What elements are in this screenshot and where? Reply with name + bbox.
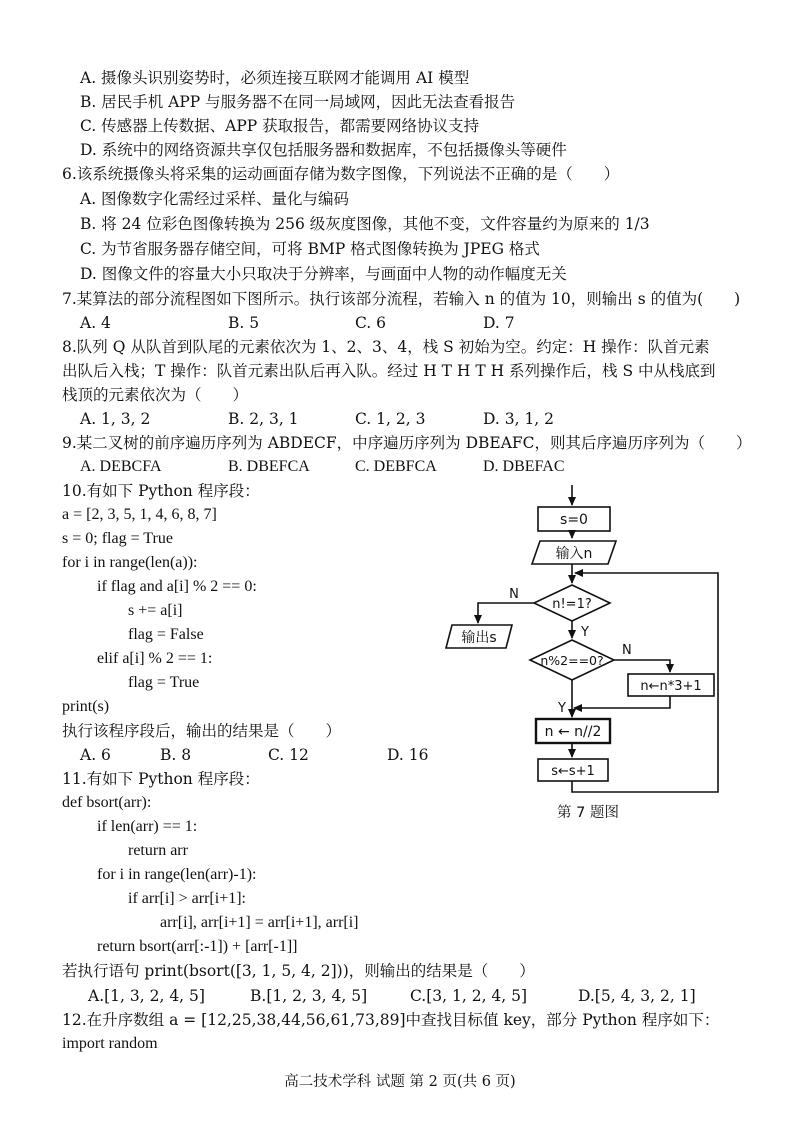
q11-code-line: return arr <box>128 842 188 859</box>
yes-label: Y <box>558 701 566 716</box>
q7-option-c: C. 6 <box>355 314 387 332</box>
q9-option-b: B. DBEFCA <box>228 458 310 475</box>
init-box <box>538 507 610 531</box>
q11-option-a: A.[1, 3, 2, 4, 5] <box>88 987 205 1005</box>
q8-option-d: D. 3, 1, 2 <box>483 410 555 428</box>
increment-box <box>538 759 608 781</box>
q5-option-d: D. 系统中的网络资源共享仅包括服务器和数据库，不包括摄像头等硬件 <box>80 141 567 159</box>
halve-label: n ← n//2 <box>544 724 602 740</box>
q6-option-a: A. 图像数字化需经过采样、量化与编码 <box>80 190 350 208</box>
q11-option-b: B.[1, 2, 3, 4, 5] <box>250 987 368 1005</box>
q8-option-c: C. 1, 2, 3 <box>355 410 426 428</box>
q10-option-d: D. 16 <box>387 746 429 764</box>
q7-option-b: B. 5 <box>228 314 260 332</box>
q10-code-line: print(s) <box>62 698 110 715</box>
q9-option-d: D. DBEFAC <box>483 458 565 475</box>
decision-n-even <box>530 640 614 680</box>
flow-arrow <box>478 603 534 623</box>
flow-arrow <box>574 696 670 708</box>
q11-code-line: if len(arr) == 1: <box>97 818 198 835</box>
q6-stem: 6.该系统摄像头将采集的运动画面存储为数字图像，下列说法不正确的是（ ） <box>62 165 620 183</box>
no-label: N <box>622 643 632 658</box>
q10-code-line: a = [2, 3, 5, 1, 4, 6, 8, 7] <box>62 506 217 523</box>
q11-code-line: arr[i], arr[i+1] = arr[i+1], arr[i] <box>160 914 359 931</box>
q11-code-line: for i in range(len(arr)-1): <box>97 866 257 883</box>
q10-code-line: s += a[i] <box>128 602 183 619</box>
q8-option-b: B. 2, 3, 1 <box>228 410 299 428</box>
q10-stem: 10.有如下 Python 程序段： <box>62 482 260 500</box>
q12-code-line: import random <box>62 1035 158 1052</box>
q5-option-b: B. 居民手机 APP 与服务器不在同一局域网，因此无法查看报告 <box>80 93 516 111</box>
q9-option-a: A. DEBCFA <box>80 458 162 475</box>
output-parallelogram <box>446 625 512 648</box>
decision-n-not-1 <box>534 585 610 621</box>
q12-stem: 12.在升序数组 a = [12,25,38,44,56,61,73,89]中查找目标值 key，部分 Python 程序如下： <box>62 1011 720 1029</box>
cond2-label: n%2==0? <box>540 653 604 668</box>
output-label: 输出s <box>461 630 497 646</box>
q10-option-a: A. 6 <box>80 746 111 764</box>
q5-option-c: C. 传感器上传数据、APP 获取报告，都需要网络协议支持 <box>80 117 480 135</box>
branch-n-label: n←n*3+1 <box>640 679 702 694</box>
input-parallelogram <box>532 541 616 564</box>
yes-label: Y <box>581 625 589 640</box>
q8-stem-line3: 栈顶的元素依次为（ ） <box>62 386 249 404</box>
q11-stem: 11.有如下 Python 程序段： <box>62 770 260 788</box>
q10-code-line: flag = False <box>128 626 204 643</box>
q11-code-line: if arr[i] > arr[i+1]: <box>128 890 246 907</box>
q10-code-line: flag = True <box>128 674 200 691</box>
no-label: N <box>509 587 519 602</box>
q9-option-c: C. DEBFCA <box>355 458 437 475</box>
q8-stem-line1: 8.队列 Q 从队首到队尾的元素依次为 1、2、3、4，栈 S 初始为空。约定：H 操作：队首元素 <box>62 338 710 356</box>
q11-option-c: C.[3, 1, 2, 4, 5] <box>410 987 528 1005</box>
q8-stem-line2: 出队后入栈；T 操作：队首元素出队后再入队。经过 H T H T H 系列操作后，栈 S 中从栈底到 <box>62 362 716 380</box>
q6-option-d: D. 图像文件的容量大小只取决于分辨率，与画面中人物的动作幅度无关 <box>80 265 567 283</box>
q5-option-a: A. 摄像头识别姿势时，必须连接互联网才能调用 AI 模型 <box>80 69 470 87</box>
q11-code-line: return bsort(arr[:-1]) + [arr[-1]] <box>97 938 298 955</box>
q7-option-d: D. 7 <box>483 314 515 332</box>
init-label: s=0 <box>560 512 588 528</box>
q10-question: 执行该程序段后，输出的结果是（ ） <box>62 722 342 740</box>
q10-option-c: C. 12 <box>268 746 309 764</box>
q10-option-b: B. 8 <box>160 746 192 764</box>
q10-code-line: for i in range(len(a)): <box>62 554 198 571</box>
halve-box <box>536 719 610 743</box>
q11-code-line: def bsort(arr): <box>62 794 152 811</box>
page-footer: 高二技术学科 试题 第 2 页(共 6 页) <box>284 1074 516 1090</box>
flow-arrow <box>614 660 670 672</box>
q6-option-c: C. 为节省服务器存储空间，可将 BMP 格式图像转换为 JPEG 格式 <box>80 240 540 258</box>
q10-code-line: elif a[i] % 2 == 1: <box>97 650 213 667</box>
q11-question: 若执行语句 print(bsort([3, 1, 5, 4, 2]))，则输出的结果是（ ） <box>62 962 535 980</box>
q9-stem: 9.某二叉树的前序遍历序列为 ABDECF，中序遍历序列为 DBEAFC，则其后序遍历序列为（ ） <box>62 434 752 452</box>
n-times-3-plus-1-box <box>628 674 714 696</box>
q6-option-b: B. 将 24 位彩色图像转换为 256 级灰度图像，其他不变，文件容量约为原来的 1/3 <box>80 215 650 233</box>
q7-stem: 7.某算法的部分流程图如下图所示。执行该部分流程，若输入 n 的值为 10，则输出 s 的值为( ) <box>62 290 741 308</box>
loop-back-line <box>572 573 718 792</box>
q7-option-a: A. 4 <box>80 314 111 332</box>
q10-code-line: if flag and a[i] % 2 == 0: <box>97 578 257 595</box>
cond1-label: n!=1? <box>552 597 592 612</box>
q10-code-line: s = 0; flag = True <box>62 530 173 547</box>
increment-label: s←s+1 <box>551 764 595 779</box>
q11-option-d: D.[5, 4, 3, 2, 1] <box>578 987 696 1005</box>
q8-option-a: A. 1, 3, 2 <box>80 410 151 428</box>
figure-caption: 第 7 题图 <box>557 805 619 821</box>
input-label: 输入n <box>555 546 593 562</box>
